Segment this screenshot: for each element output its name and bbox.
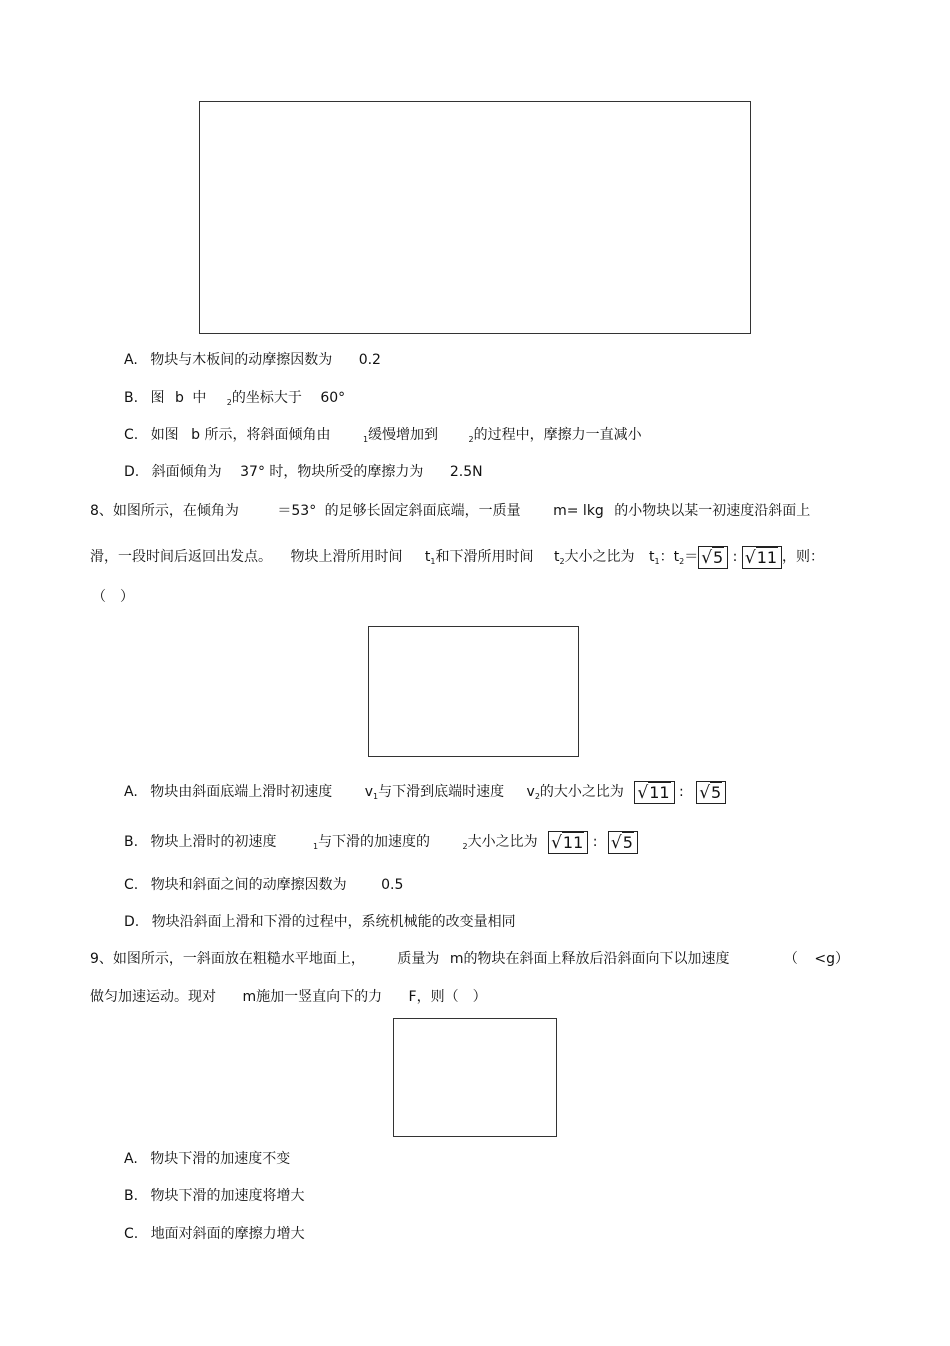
sqrt-radical-icon: √ [699, 782, 711, 803]
option-text: 所示，将斜面倾角由 [204, 427, 331, 443]
q8-option-c [124, 876, 403, 894]
option-value: 2.5N [449, 464, 483, 480]
q8-option-d [124, 913, 516, 931]
sqrt-radical-icon: √ [610, 832, 622, 853]
equals: ＝ [684, 549, 699, 565]
variable: v [526, 784, 535, 800]
question-text: 物块上滑所用时间 [290, 549, 403, 565]
option-text: 物块上滑时的初速度 [150, 834, 277, 850]
option-text: 如图 [150, 427, 179, 443]
option-value: 0.2 [358, 352, 381, 368]
sqrt-formula [608, 831, 638, 854]
question-text: ，则： [782, 549, 825, 565]
question-text: 9、如图所示，一斜面放在粗糙水平地面上， [90, 951, 365, 967]
sqrt-formula [548, 831, 588, 854]
option-value: 37° [240, 464, 265, 480]
option-text: b [174, 390, 184, 406]
variable: t [553, 549, 560, 565]
option-text: 物块沿斜面上滑和下滑的过程中，系统机械能的改变量相同 [151, 914, 516, 930]
ratio-colon: : [679, 784, 684, 800]
mass-value: m= lkg [553, 503, 604, 519]
q9-option-a [124, 1150, 290, 1168]
question-text: 做匀加速运动。现对 [90, 989, 216, 1005]
option-text: 大小之比为 [467, 834, 538, 850]
subscript: 1 [430, 557, 436, 566]
option-value: 60° [320, 390, 346, 406]
sqrt-radical-icon: √ [744, 547, 756, 568]
variable: t [424, 549, 431, 565]
q9-stem-line1 [90, 950, 849, 968]
q8-stem-line2 [90, 545, 824, 574]
subscript: 1 [372, 792, 379, 801]
option-text: 与下滑的加速度的 [318, 834, 431, 850]
q9-option-c [124, 1225, 305, 1243]
question-text: ，则（ ） [416, 989, 487, 1005]
q8-option-b [124, 830, 638, 859]
option-label: C. [124, 427, 139, 443]
option-label: A. [124, 352, 138, 368]
ratio-colon: : [592, 834, 598, 850]
option-text: 的大小之比为 [539, 784, 624, 800]
q7-figure-frame [199, 101, 751, 334]
sqrt-radicand: 5 [622, 832, 633, 852]
acceleration-condition: <g） [814, 951, 849, 967]
option-text: 时，物块所受的摩擦力为 [269, 464, 424, 480]
option-label: A. [124, 784, 138, 800]
option-label: B. [124, 834, 139, 850]
variable: m [449, 951, 464, 967]
option-label: D. [124, 914, 140, 930]
subscript: 1 [654, 557, 660, 566]
question-text: 和下滑所用时间 [435, 549, 534, 565]
sqrt-radical-icon: √ [701, 547, 713, 568]
option-label: B. [124, 390, 139, 406]
sqrt-radicand: 5 [713, 547, 724, 567]
option-label: B. [124, 1188, 139, 1204]
q9-option-b [124, 1187, 305, 1205]
subscript: 2 [559, 557, 565, 566]
question-text: 滑，一段时间后返回出发点。 [90, 549, 272, 565]
subscript: 1 [362, 435, 369, 444]
option-label: D. [124, 464, 140, 480]
sqrt-radicand: 11 [756, 547, 778, 567]
subscript: 2 [468, 435, 474, 444]
sqrt-formula [696, 781, 726, 804]
option-text: 的过程中，摩擦力一直减小 [473, 427, 642, 443]
option-text: 物块和斜面之间的动摩擦因数为 [150, 877, 347, 893]
q7-option-d [124, 463, 483, 481]
variable: v [364, 784, 373, 800]
q9-figure-frame [393, 1018, 557, 1137]
option-text: 中 [192, 390, 207, 406]
q7-option-b [124, 389, 345, 412]
sqrt-formula [698, 546, 728, 569]
question-text: 8、如图所示，在倾角为 [90, 503, 239, 519]
question-text: 质量为 [397, 951, 440, 967]
sqrt-radicand: 5 [711, 782, 722, 802]
sqrt-formula [634, 781, 674, 804]
ratio-colon: : [732, 549, 738, 565]
sqrt-radicand: 11 [649, 782, 670, 802]
option-text: 物块下滑的加速度不变 [150, 1151, 291, 1167]
option-text: 的坐标大于 [231, 390, 302, 406]
q8-figure-frame [368, 626, 579, 757]
option-text: b [191, 427, 201, 443]
variable: t [673, 549, 680, 565]
option-text: 与下滑到底端时速度 [378, 784, 505, 800]
q9-stem-line2 [90, 988, 487, 1006]
subscript: 2 [226, 398, 232, 407]
option-text: 物块由斜面底端上滑时初速度 [150, 784, 333, 800]
paren-open: （ [783, 951, 798, 967]
q8-answer-bracket: （ ） [92, 589, 134, 605]
subscript: 2 [534, 792, 540, 801]
option-value: 0.5 [381, 877, 404, 893]
variable: F [408, 989, 417, 1005]
q8-stem-line1 [90, 502, 810, 520]
sqrt-radical-icon: √ [551, 832, 562, 853]
question-text: 的足够长固定斜面底端，一质量 [324, 503, 521, 519]
sqrt-formula [742, 546, 782, 569]
option-text: 物块与木板间的动摩擦因数为 [150, 352, 333, 368]
q7-option-a [124, 351, 381, 369]
option-label: C. [124, 877, 139, 893]
variable: m [242, 989, 257, 1005]
sqrt-radical-icon: √ [637, 782, 649, 803]
option-text: 地面对斜面的摩擦力增大 [150, 1226, 305, 1242]
subscript: 1 [312, 842, 319, 851]
option-text: 图 [150, 390, 165, 406]
question-text: 的物块在斜面上释放后沿斜面向下以加速度 [463, 951, 730, 967]
angle-value: ＝53° [277, 503, 317, 519]
subscript: 2 [679, 557, 685, 566]
option-text: 物块下滑的加速度将增大 [150, 1188, 305, 1204]
q7-option-c [124, 426, 642, 449]
option-label: C. [124, 1226, 139, 1242]
subscript: 2 [462, 842, 468, 851]
question-text: 施加一竖直向下的力 [256, 989, 383, 1005]
question-text: 大小之比为 [564, 549, 635, 565]
ratio-colon: ： [659, 549, 674, 565]
option-text: 缓慢增加到 [368, 427, 439, 443]
option-label: A. [124, 1151, 138, 1167]
sqrt-radicand: 11 [562, 832, 584, 852]
variable: t [649, 549, 655, 565]
question-text: 的小物块以某一初速度沿斜面上 [614, 503, 811, 519]
option-text: 斜面倾角为 [151, 464, 222, 480]
q8-option-a [124, 780, 726, 809]
